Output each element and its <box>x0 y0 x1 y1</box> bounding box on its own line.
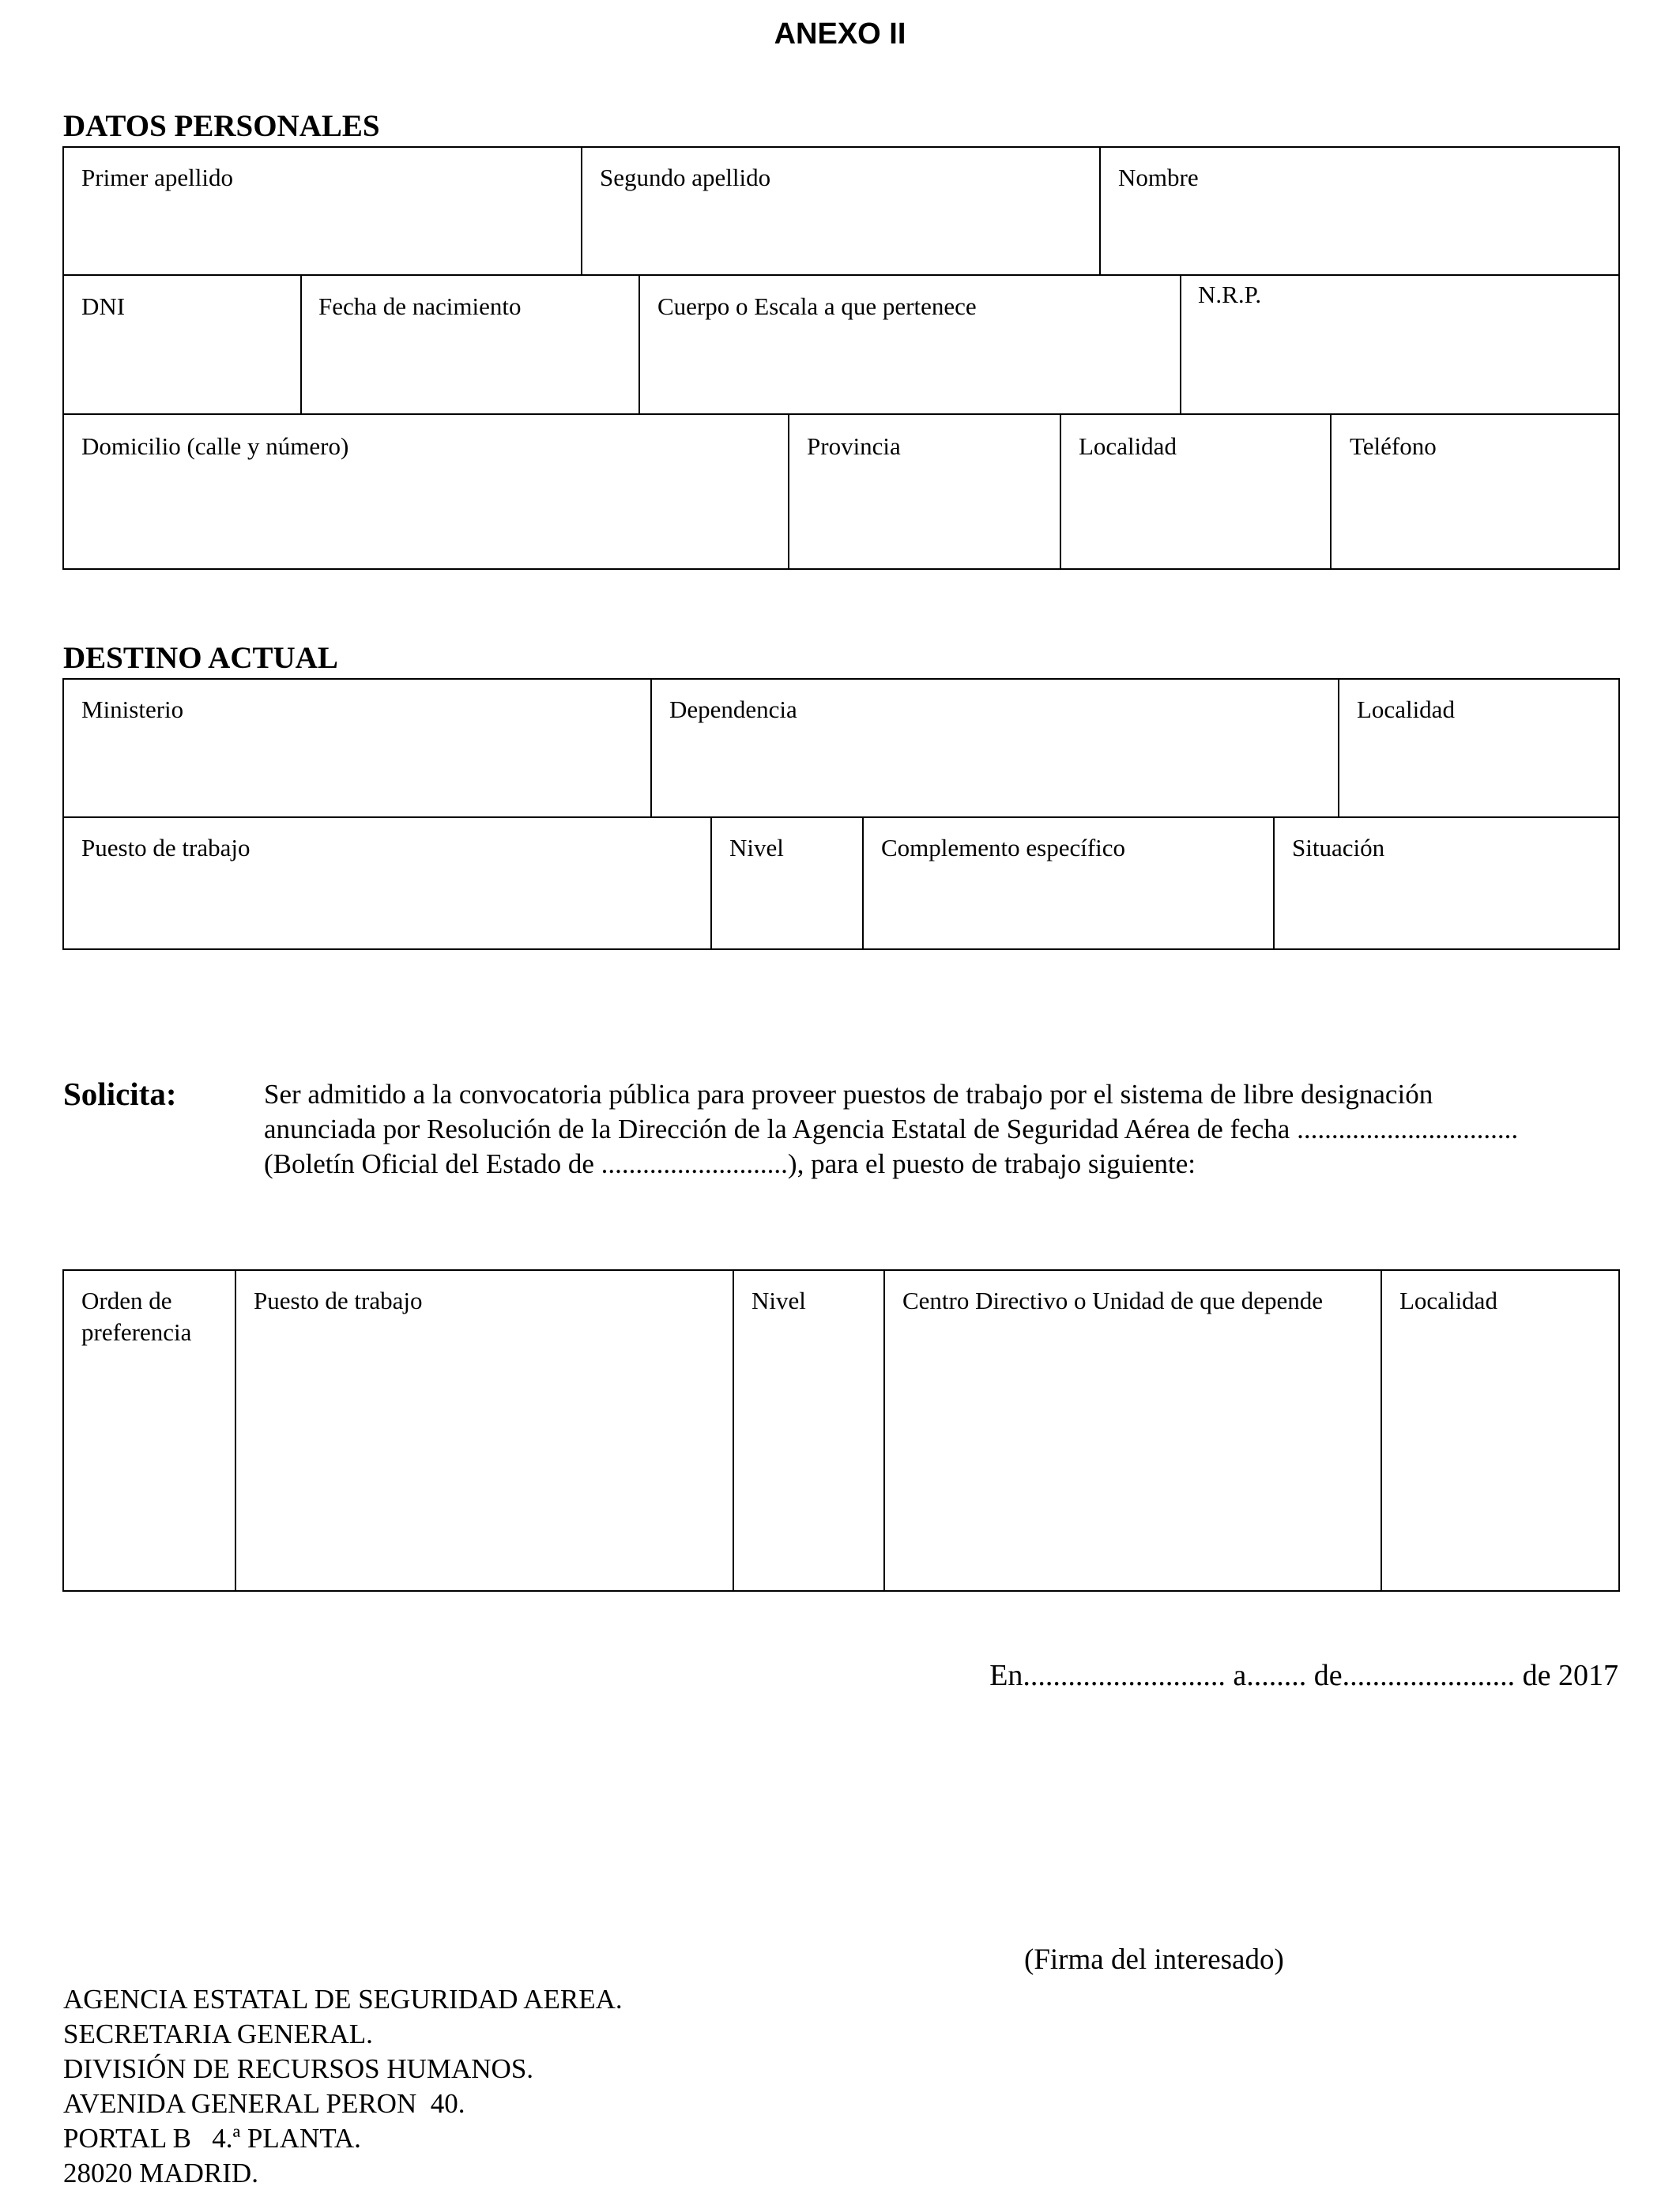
cell-divider <box>733 1269 734 1592</box>
cell-divider <box>650 678 652 817</box>
row-divider <box>62 816 1620 818</box>
field-situacion[interactable]: Situación <box>1292 834 1385 861</box>
solicita-line: anunciada por Resolución de la Dirección de la Agencia Estatal de Seguridad Aérea de fecha ................................ <box>264 1114 1519 1144</box>
solicita-line: (Boletín Oficial del Estado de ...........................), para el puesto de trabajo siguiente: <box>264 1148 1196 1179</box>
field-domicilio[interactable]: Domicilio (calle y número) <box>81 432 349 460</box>
address-line: AVENIDA GENERAL PERON 40. <box>63 2088 465 2119</box>
row-divider <box>62 413 1620 415</box>
cell-divider <box>1330 413 1332 570</box>
row-divider <box>62 274 1620 276</box>
field-localidad[interactable]: Localidad <box>1079 432 1177 460</box>
cell-divider <box>710 816 712 950</box>
field-ministerio[interactable]: Ministerio <box>81 696 184 723</box>
personal-data-heading: DATOS PERSONALES <box>63 109 380 143</box>
cell-divider <box>235 1269 236 1592</box>
header-puesto-trabajo[interactable]: Puesto de trabajo <box>254 1287 423 1314</box>
current-post-heading: DESTINO ACTUAL <box>63 641 338 675</box>
cell-divider <box>1273 816 1275 950</box>
field-localidad-destino[interactable]: Localidad <box>1357 696 1455 723</box>
field-nrp[interactable]: N.R.P. <box>1198 281 1262 308</box>
header-localidad[interactable]: Localidad <box>1399 1287 1497 1314</box>
solicita-line: Ser admitido a la convocatoria pública para proveer puestos de trabajo por el sistema de libre designación <box>264 1079 1433 1110</box>
cell-divider <box>1180 274 1181 414</box>
cell-divider <box>1060 413 1061 570</box>
field-nombre[interactable]: Nombre <box>1118 164 1199 191</box>
header-nivel[interactable]: Nivel <box>751 1287 806 1314</box>
cell-divider <box>581 146 582 275</box>
cell-divider <box>638 274 640 414</box>
address-line: AGENCIA ESTATAL DE SEGURIDAD AEREA. <box>63 1984 623 2015</box>
cell-divider <box>883 1269 885 1592</box>
personal-data-frame <box>62 146 1620 570</box>
field-segundo-apellido[interactable]: Segundo apellido <box>600 164 771 191</box>
field-dni[interactable]: DNI <box>81 292 126 320</box>
date-place-line[interactable]: En........................... a........ de....................... de 2017 <box>989 1659 1618 1692</box>
header-orden-preferencia[interactable]: Orden de preferencia <box>81 1287 192 1346</box>
field-puesto-trabajo[interactable]: Puesto de trabajo <box>81 834 250 861</box>
address-line: PORTAL B 4.ª PLANTA. <box>63 2123 361 2154</box>
field-cuerpo-escala[interactable]: Cuerpo o Escala a que pertenece <box>657 292 977 320</box>
recipient-address <box>63 1982 623 2191</box>
cell-divider <box>300 274 302 414</box>
field-nivel[interactable]: Nivel <box>729 834 784 861</box>
header-centro-directivo[interactable]: Centro Directivo o Unidad de que depende <box>902 1287 1323 1314</box>
requested-posts-frame <box>62 1269 1620 1592</box>
field-dependencia[interactable]: Dependencia <box>669 696 797 723</box>
cell-divider <box>788 413 789 570</box>
cell-divider <box>1099 146 1101 275</box>
solicita-paragraph <box>264 1077 1617 1182</box>
field-primer-apellido[interactable]: Primer apellido <box>81 164 233 191</box>
annex-title: ANEXO II <box>774 17 906 51</box>
cell-divider <box>1338 678 1339 817</box>
signature-label: (Firma del interesado) <box>1024 1943 1284 1976</box>
address-line: SECRETARIA GENERAL. <box>63 2019 373 2049</box>
solicita-label: Solicita: <box>63 1076 177 1112</box>
cell-divider <box>862 816 864 950</box>
field-complemento-especifico[interactable]: Complemento específico <box>881 834 1126 861</box>
address-line: DIVISIÓN DE RECURSOS HUMANOS. <box>63 2053 534 2084</box>
field-provincia[interactable]: Provincia <box>807 432 901 460</box>
field-fecha-nacimiento[interactable]: Fecha de nacimiento <box>318 292 522 320</box>
cell-divider <box>1381 1269 1382 1592</box>
field-telefono[interactable]: Teléfono <box>1350 432 1437 460</box>
address-line: 28020 MADRID. <box>63 2158 258 2188</box>
